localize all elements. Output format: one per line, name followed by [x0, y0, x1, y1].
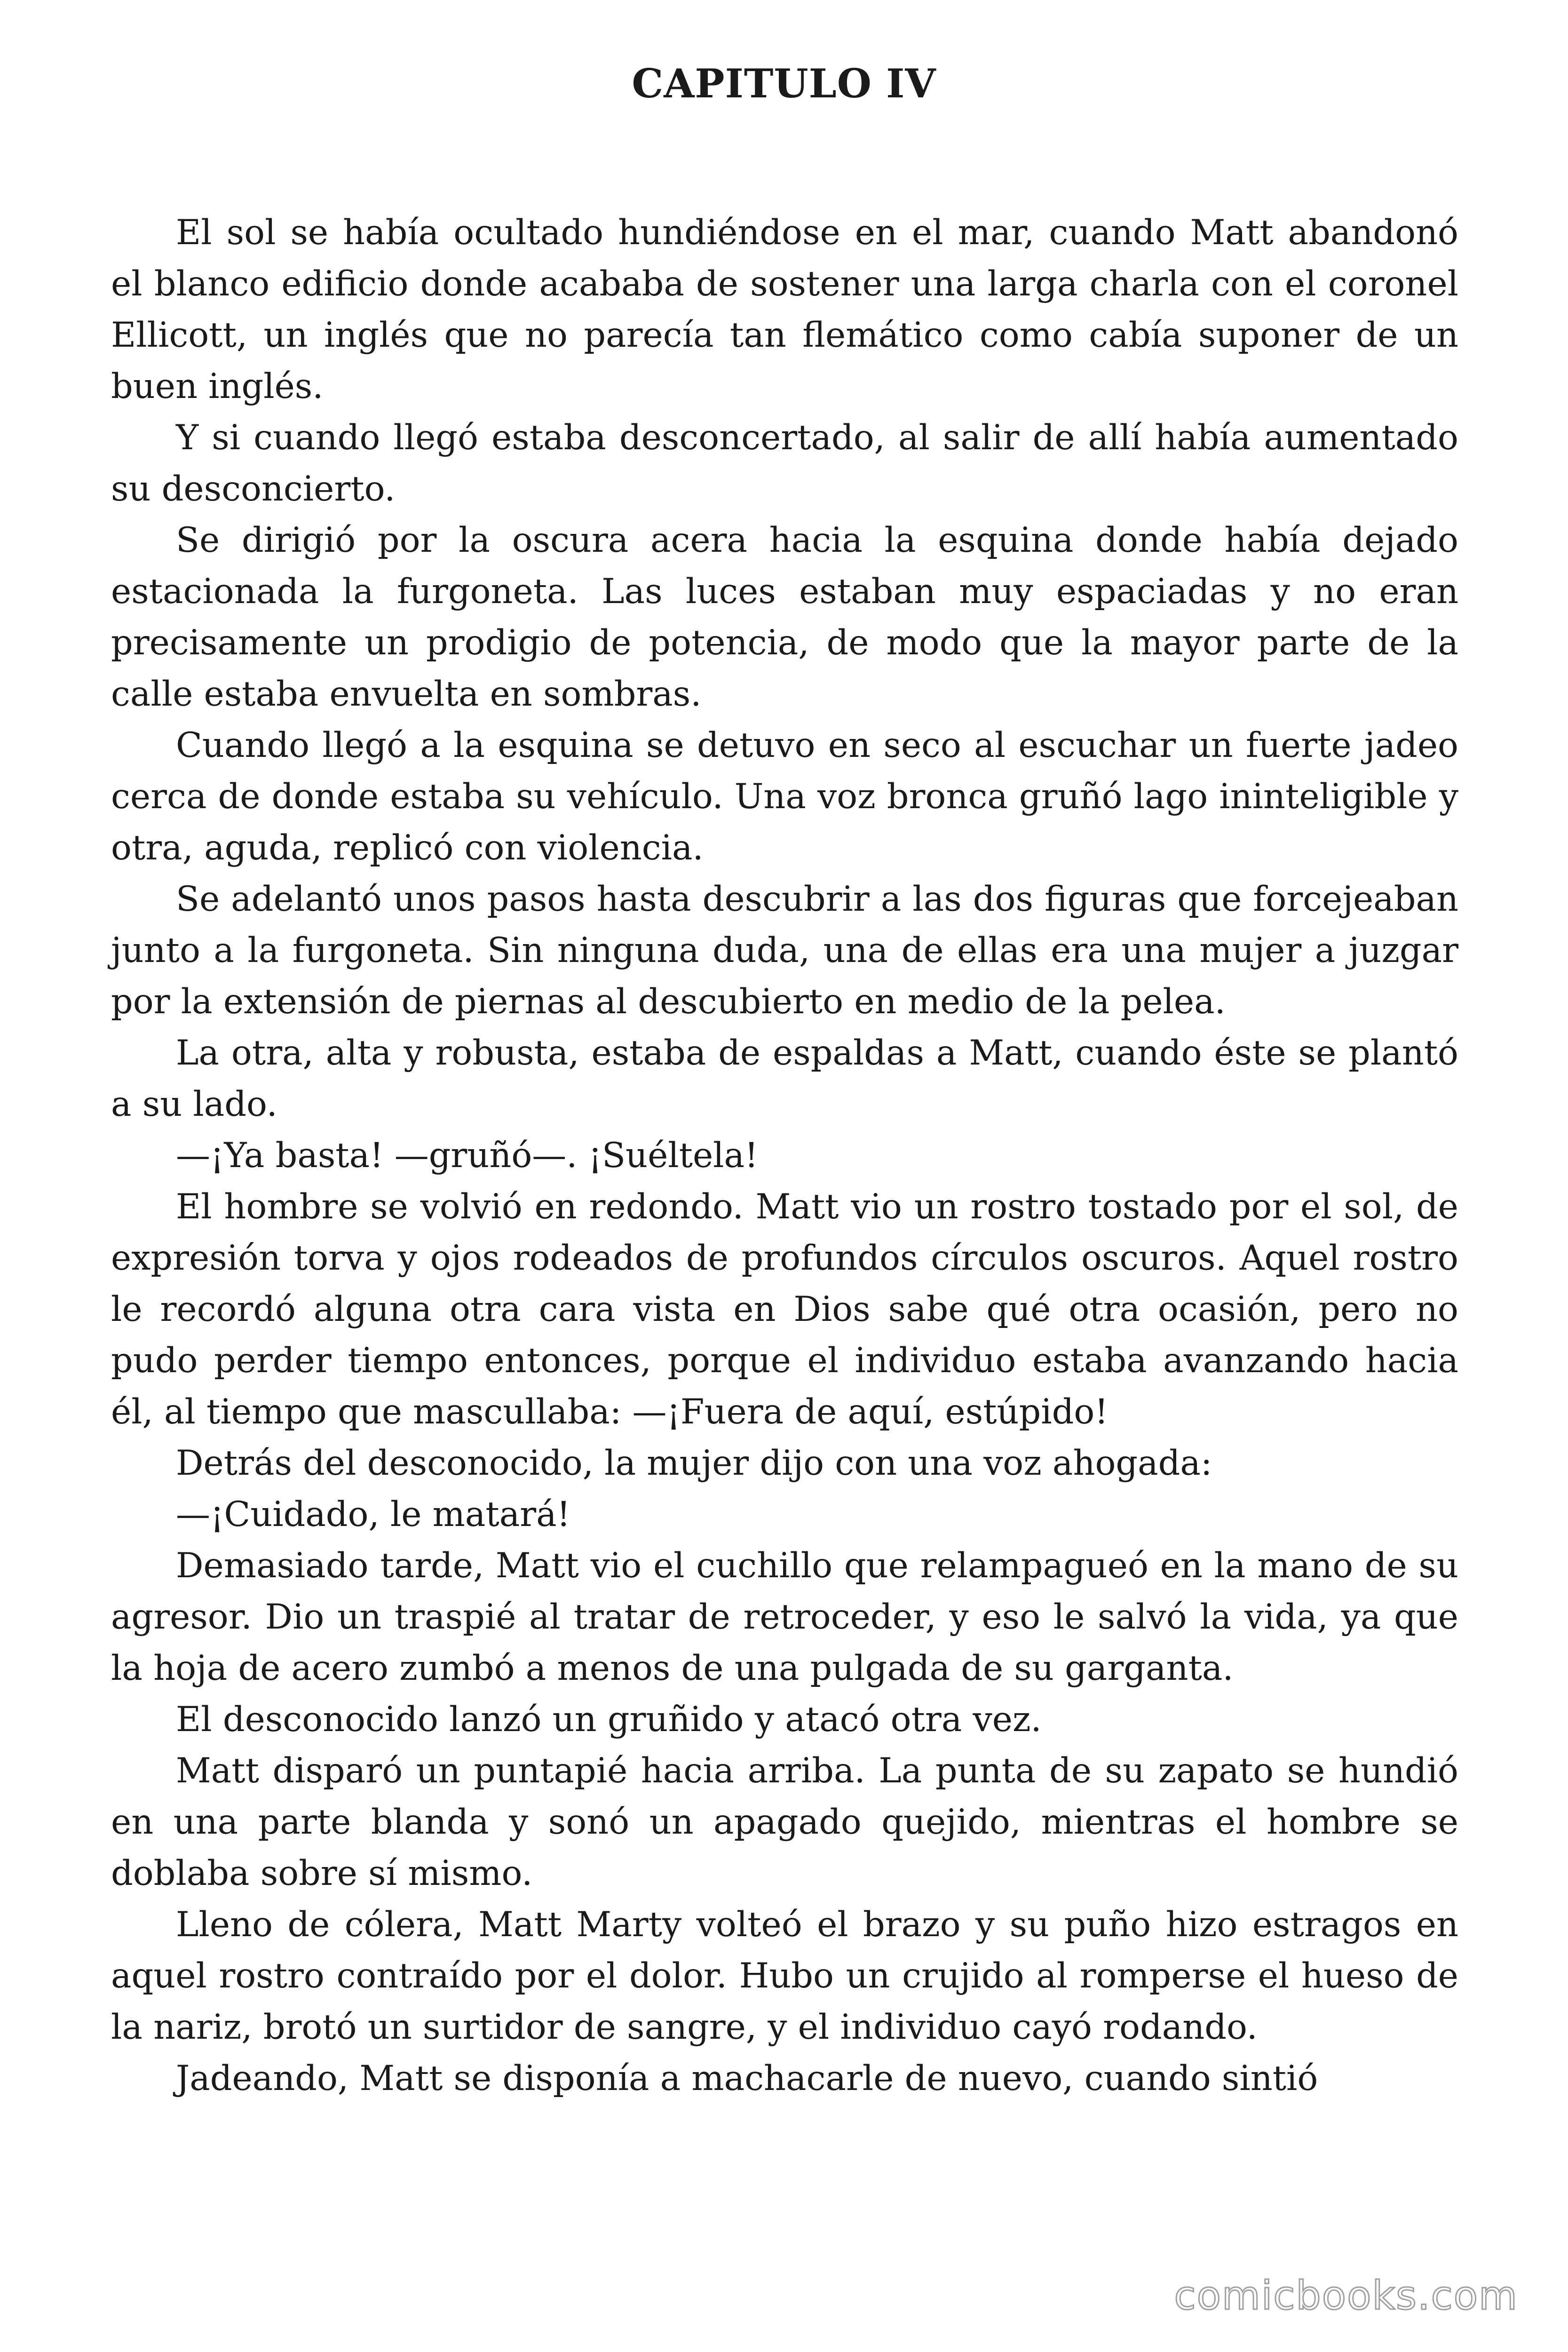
paragraph: —¡Ya basta! —gruñó—. ¡Suéltela!: [176, 1136, 759, 1176]
paragraph: Matt disparó un puntapié hacia arriba. La punta de su zapato se hundió en una parte blanda y sonó un apagado quejido, mientras el hombre se doblaba sobre sí mismo.: [111, 1751, 1458, 1893]
chapter-title: CAPITULO IV: [632, 60, 936, 107]
paragraph: —¡Cuidado, le matará!: [176, 1494, 571, 1534]
paragraph: El hombre se volvió en redondo. Matt vio un rostro tostado por el sol, de expresión torva y ojos rodeados de profundos círculos oscuros. Aquel rostro le recordó alguna otra cara vista en Dios sabe qué otra ocasión, pero no pudo perder tiempo entonces, porque el individuo estaba avanzando hacia él, al tiempo que mascullaba: —¡Fuera de aquí, estúpido!: [111, 1187, 1458, 1432]
paragraph: Jadeando, Matt se disponía a machacarle de nuevo, cuando sintió: [176, 2058, 1318, 2098]
paragraph: La otra, alta y robusta, estaba de espaldas a Matt, cuando éste se plantó a su lado.: [111, 1033, 1458, 1124]
paragraph: Detrás del desconocido, la mujer dijo con una voz ahogada:: [176, 1443, 1212, 1483]
paragraph: El desconocido lanzó un gruñido y atacó otra vez.: [176, 1700, 1042, 1740]
paragraph: El sol se había ocultado hundiéndose en el mar, cuando Matt abandonó el blanco edificio donde acababa de sostener una larga charla con el coronel Ellicott, un inglés que no parecía tan flemático como cabía suponer de un buen inglés.: [111, 213, 1458, 406]
paragraph: Se adelantó unos pasos hasta descubrir a las dos figuras que forcejeaban junto a la furgoneta. Sin ninguna duda, una de ellas era una mujer a juzgar por la extensión de piernas al descubierto en medio de la pelea.: [111, 879, 1458, 1022]
paragraph: Se dirigió por la oscura acera hacia la esquina donde había dejado estacionada la furgoneta. Las luces estaban muy espaciadas y no eran precisamente un prodigio de potencia, de modo que la mayor parte de la calle estaba envuelta en sombras.: [111, 520, 1458, 714]
chapter-body: [111, 207, 1458, 2104]
paragraph: Demasiado tarde, Matt vio el cuchillo que relampagueó en la mano de su agresor. Dio un traspié al tratar de retroceder, y eso le salvó la vida, ya que la hoja de acero zumbó a menos de una pulgada de su garganta.: [111, 1546, 1458, 1688]
watermark: comicbooks.com: [1164, 2272, 1528, 2319]
paragraph: Y si cuando llegó estaba desconcertado, al salir de allí había aumentado su desconcierto.: [111, 418, 1458, 509]
paragraph: Lleno de cólera, Matt Marty volteó el brazo y su puño hizo estragos en aquel rostro contraído por el dolor. Hubo un crujido al romperse el hueso de la nariz, brotó un surtidor de sangre, y el individuo cayó rodando.: [111, 1905, 1458, 2047]
paragraph: Cuando llegó a la esquina se detuvo en seco al escuchar un fuerte jadeo cerca de donde estaba su vehículo. Una voz bronca gruñó lago ininteligible y otra, aguda, replicó con violencia.: [111, 725, 1458, 868]
